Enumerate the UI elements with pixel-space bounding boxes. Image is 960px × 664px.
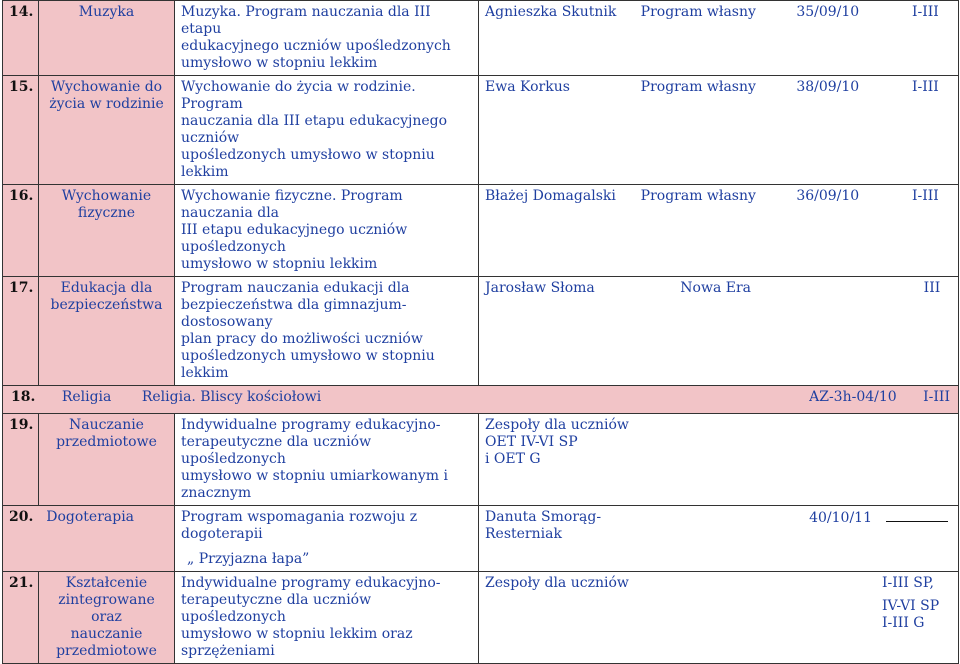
row-details [479, 76, 959, 185]
row-author: Ewa Korkus [485, 79, 570, 95]
row-stage: III [923, 280, 941, 296]
row-category: Wychowanie fizyczne [39, 185, 175, 277]
table-row [3, 572, 959, 664]
row-type: Nowa Era [680, 280, 752, 296]
row-program: Religia. Bliscy kościołowi [141, 389, 322, 405]
row-type: Program własny [640, 4, 756, 20]
row-program: Muzyka. Program nauczania dla III etapu edukacyjnego uczniów upośledzonych umysłowo w stopniu lekkim [175, 1, 479, 76]
row-category: Muzyka [39, 1, 175, 76]
row-category: Religia [61, 389, 112, 405]
table-row [3, 386, 959, 414]
row-category: Kształcenie zintegrowane oraz nauczanie przedmiotowe [39, 572, 175, 664]
row-author: Agnieszka Skutnik [485, 4, 617, 20]
row-type: Program własny [640, 79, 756, 95]
row-program: Wychowanie fizyczne. Program nauczania dla III etapu edukacyjnego uczniów upośledzonych umysłowo w stopniu lekkim [175, 185, 479, 277]
row-number: 19. [3, 414, 39, 506]
row-stage: I-III SP, IV-VI SP I-III G [882, 575, 940, 631]
row-number: 21. [3, 572, 39, 664]
row-author: Zespoły dla uczniów [485, 575, 629, 591]
row-type: Program własny [640, 188, 756, 204]
table-row [3, 76, 959, 185]
row-code: AZ-3h-04/10 [809, 389, 897, 405]
row-details [479, 414, 959, 506]
row-number: 17. [3, 277, 39, 386]
row-details [479, 1, 959, 76]
row-author: Zespoły dla uczniów OET IV-VI SP i OET G [485, 417, 629, 467]
row-category: Edukacja dla bezpieczeństwa [39, 277, 175, 386]
row-stage: I-III [923, 389, 950, 405]
row-code: 36/09/10 [796, 188, 860, 204]
table-row [3, 277, 959, 386]
row-category: Wychowanie do życia w rodzinie [39, 76, 175, 185]
row-category: Nauczanie przedmiotowe [39, 414, 175, 506]
table-row [3, 506, 959, 572]
row-number: 16. [3, 185, 39, 277]
row-program: Indywidualne programy edukacyjno- terapeutyczne dla uczniów upośledzonych umysłowo w stopniu umiarkowanym i znacznym [175, 414, 479, 506]
table-row [3, 185, 959, 277]
row-author: Danuta Smorąg- Resterniak [485, 509, 602, 542]
row-number: 14. [3, 1, 39, 76]
row-details [479, 506, 959, 572]
table-row [3, 414, 959, 506]
row-program: Program wspomagania rozwoju z dogoterapii „ Przyjazna łapa” [175, 506, 479, 572]
row-stage: I-III [911, 4, 939, 20]
row-code: 35/09/10 [796, 4, 860, 20]
row-number: 15. [3, 76, 39, 185]
row-details [479, 185, 959, 277]
row-details [479, 572, 959, 664]
table-row [3, 1, 959, 76]
row-author: Błażej Domagalski [485, 188, 616, 204]
row-category: Dogoterapia [46, 509, 135, 525]
row-code: 38/09/10 [796, 79, 860, 95]
blank-line [886, 509, 948, 522]
row-program: Program nauczania edukacji dla bezpieczeństwa dla gimnazjum- dostosowany plan pracy do możliwości uczniów upośledzonych umysłowo w stopniu lekkim [175, 277, 479, 386]
row-merged [3, 386, 959, 414]
row-author: Jarosław Słoma [485, 280, 595, 296]
row-code: 40/10/11 [809, 510, 872, 526]
row-details [479, 277, 959, 386]
row-program: Wychowanie do życia w rodzinie. Program nauczania dla III etapu edukacyjnego uczniów upośledzonych umysłowo w stopniu lekkim [175, 76, 479, 185]
row-number: 20. Dogoterapia [3, 506, 175, 572]
row-program: Indywidualne programy edukacyjno- terapeutyczne dla uczniów upośledzonych umysłowo w stopniu lekkim oraz sprzężeniami [175, 572, 479, 664]
row-stage: I-III [911, 188, 939, 204]
row-stage: I-III [911, 79, 939, 95]
program-table [2, 0, 959, 664]
row-number: 18. [11, 389, 36, 405]
